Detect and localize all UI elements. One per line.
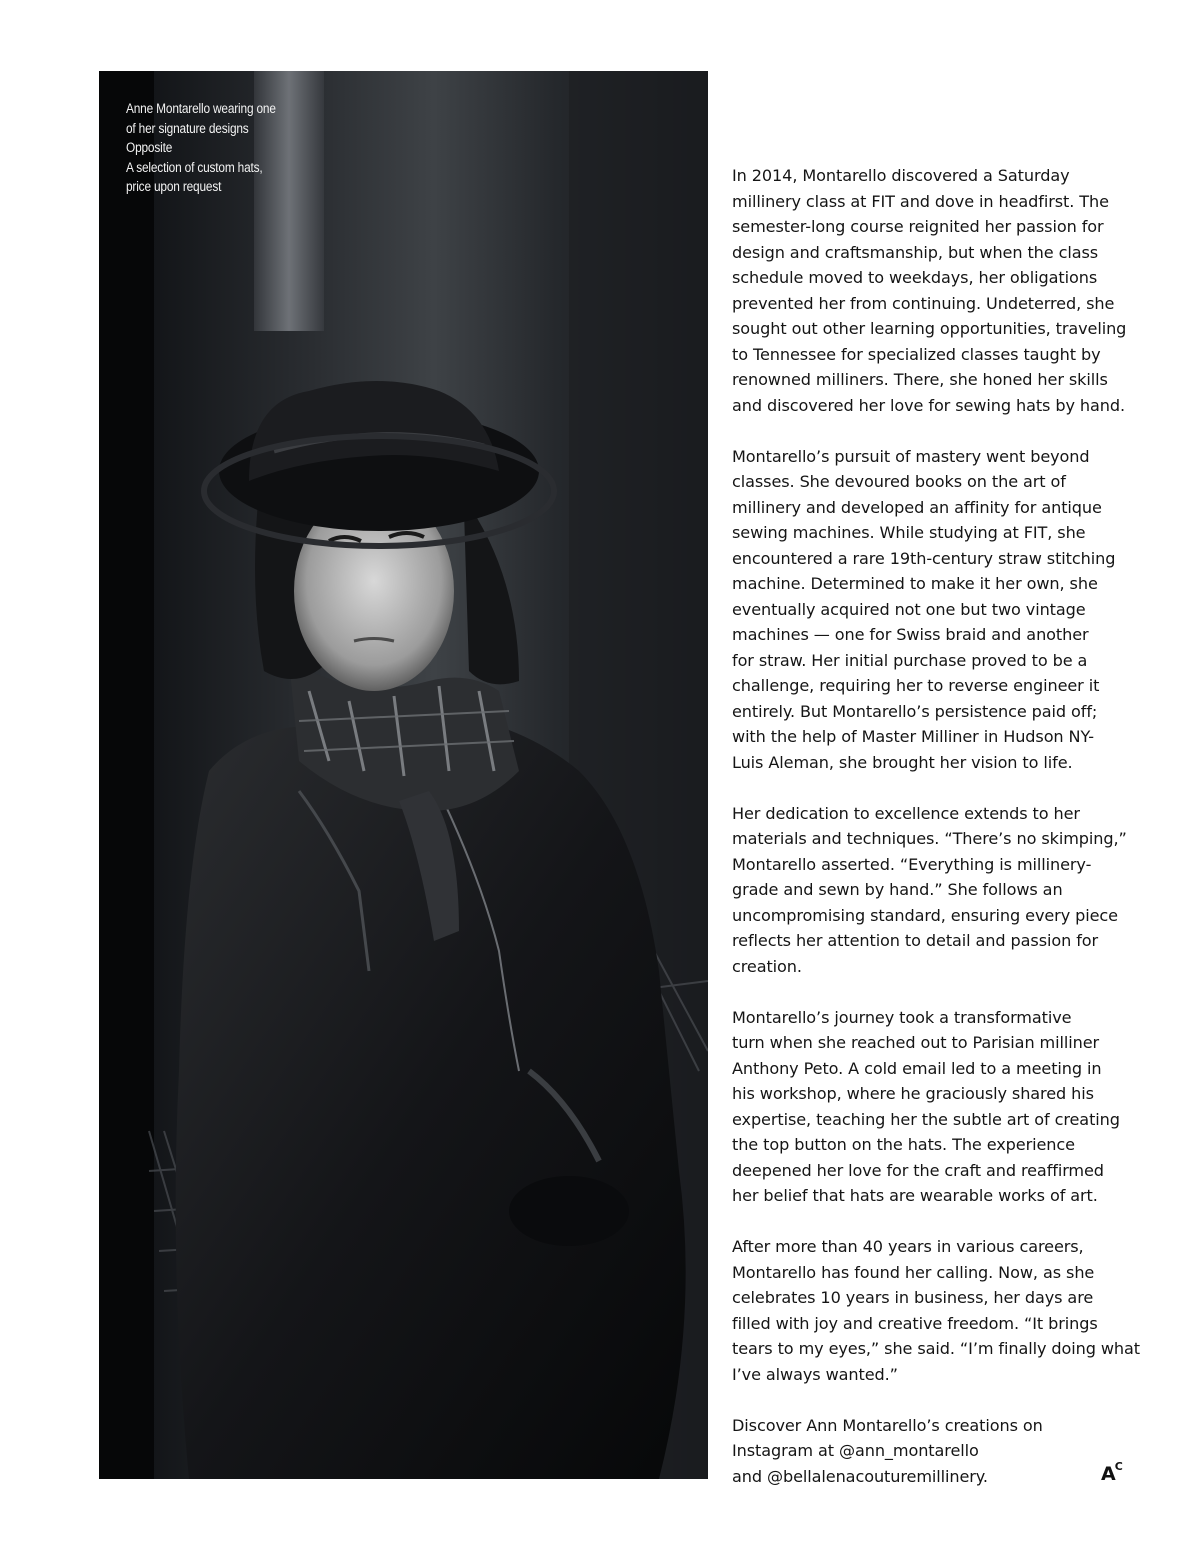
text-line: with the help of Master Milliner in Hudson NY- (732, 727, 1095, 746)
article-paragraph (732, 801, 1142, 980)
text-line: Montarello’s journey took a transformative (732, 1007, 1072, 1027)
text-line: and discovered her love for sewing hats by hand. (732, 395, 1125, 415)
article-paragraph (732, 1005, 1142, 1209)
text-line: schedule moved to weekdays, her obligations (732, 268, 1098, 287)
text-line: Her dedication to excellence extends to her (732, 803, 1080, 823)
text-line: millinery class at FIT and dove in headfirst. The (732, 191, 1109, 211)
caption-line: price upon request (126, 179, 222, 195)
article-paragraph (732, 444, 1142, 776)
text-line: prevented her from continuing. Undeterred, she (732, 293, 1115, 313)
text-line: sewing machines. While studying at FIT, she (732, 523, 1086, 542)
text-line: Luis Aleman, she brought her vision to life. (732, 752, 1073, 772)
text-line: I’ve always wanted.” (732, 1364, 898, 1384)
text-line: to Tennessee for specialized classes taught by (732, 344, 1101, 364)
photo-caption (126, 99, 284, 197)
text-line: his workshop, where he graciously shared his (732, 1084, 1094, 1103)
text-line: renowned milliners. There, she honed her skills (732, 370, 1108, 389)
magazine-logo (1101, 1460, 1122, 1485)
text-line: Discover Ann Montarello’s creations on (732, 1415, 1043, 1435)
text-line: reflects her attention to detail and passion for (732, 931, 1099, 950)
text-line: for straw. Her initial purchase proved to be a (732, 650, 1088, 670)
text-line: materials and techniques. “There’s no skimping,” (732, 829, 1127, 848)
text-line: the top button on the hats. The experience (732, 1135, 1075, 1154)
text-line: machine. Determined to make it her own, she (732, 574, 1098, 593)
text-line: grade and sewn by hand.” She follows an (732, 880, 1063, 899)
text-line: semester-long course reignited her passion for (732, 217, 1104, 236)
text-line: encountered a rare 19th-century straw stitching (732, 548, 1116, 568)
article-paragraph (732, 163, 1142, 418)
caption-line: A selection of custom hats, (126, 159, 263, 175)
text-line: millinery and developed an affinity for antique (732, 497, 1102, 517)
text-line: tears to my eyes,” she said. “I’m finally doing what (732, 1339, 1141, 1358)
text-line: and @bellalenacouturemillinery. (732, 1466, 988, 1486)
text-line: Instagram at @ann_montarello (732, 1441, 979, 1460)
portrait-illustration (99, 71, 708, 1479)
text-line: creation. (732, 956, 802, 976)
caption-line: Opposite (126, 140, 173, 156)
text-line: design and craftsmanship, but when the class (732, 242, 1099, 262)
text-line: deepened her love for the craft and reaffirmed (732, 1160, 1104, 1180)
article-body (732, 163, 1142, 1515)
text-line: Anthony Peto. A cold email led to a meeting in (732, 1058, 1102, 1078)
text-line: entirely. But Montarello’s persistence paid off; (732, 701, 1098, 721)
text-line: Montarello asserted. “Everything is millinery- (732, 854, 1092, 874)
article-paragraph (732, 1413, 1142, 1490)
logo-sup: C (1114, 1460, 1122, 1473)
text-line: turn when she reached out to Parisian milliner (732, 1033, 1100, 1052)
text-line: celebrates 10 years in business, her days are (732, 1288, 1094, 1307)
article-paragraph (732, 1234, 1142, 1387)
text-line: challenge, requiring her to reverse engineer it (732, 676, 1100, 695)
text-line: expertise, teaching her the subtle art of creating (732, 1109, 1120, 1129)
text-line: Montarello has found her calling. Now, as she (732, 1262, 1095, 1282)
text-line: sought out other learning opportunities, traveling (732, 319, 1127, 338)
text-line: filled with joy and creative freedom. “It brings (732, 1313, 1098, 1333)
text-line: machines — one for Swiss braid and another (732, 625, 1089, 644)
text-line: her belief that hats are wearable works of art. (732, 1186, 1098, 1205)
logo-main: A (1101, 1463, 1115, 1485)
portrait-photo (99, 71, 708, 1479)
text-line: eventually acquired not one but two vintage (732, 599, 1086, 619)
text-line: uncompromising standard, ensuring every piece (732, 905, 1118, 925)
caption-line: Anne Montarello wearing one (126, 101, 276, 116)
text-line: classes. She devoured books on the art of (732, 472, 1066, 491)
text-line: Montarello’s pursuit of mastery went beyond (732, 446, 1090, 466)
text-line: In 2014, Montarello discovered a Saturday (732, 166, 1070, 185)
caption-line: of her signature designs (126, 120, 249, 136)
text-line: After more than 40 years in various careers, (732, 1237, 1084, 1256)
